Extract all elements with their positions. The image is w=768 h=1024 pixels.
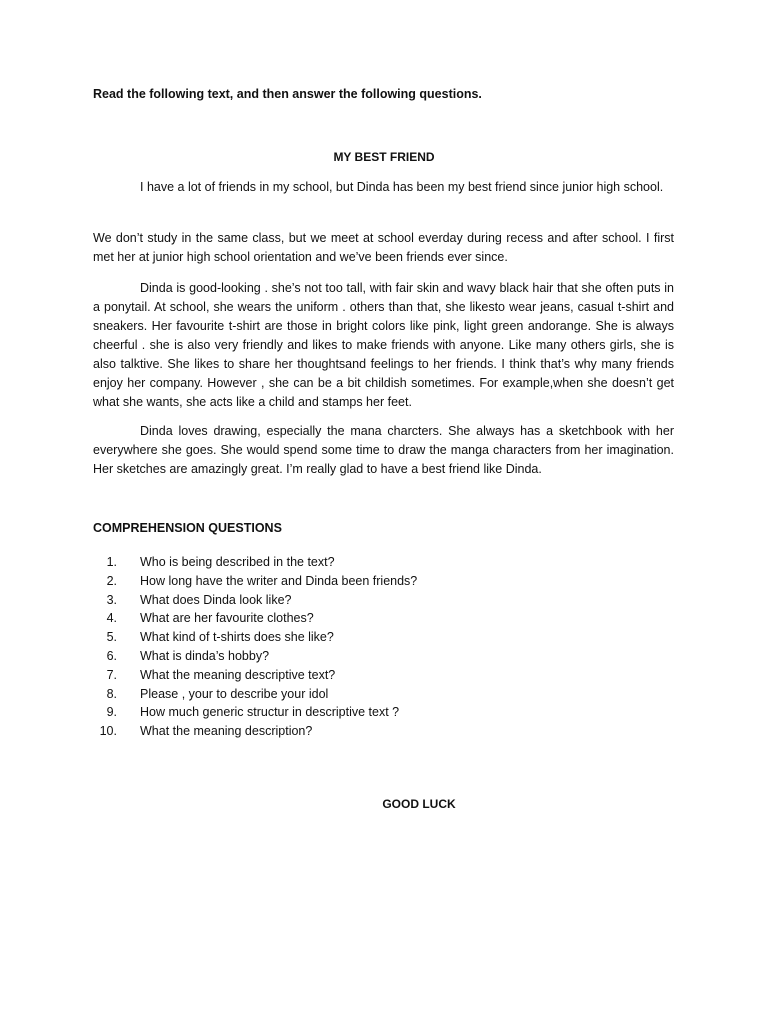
question-item xyxy=(93,647,417,666)
question-number: 8. xyxy=(106,686,117,701)
question-number: 5. xyxy=(106,630,117,645)
question-item xyxy=(93,628,417,647)
question-number: 3. xyxy=(106,592,117,607)
question-item xyxy=(93,666,417,685)
passage-title: MY BEST FRIEND xyxy=(333,150,435,164)
paragraph-3: Dinda is good-looking . she’s not too tall, with fair skin and wavy black hair that she often puts in a ponytail. At school, she wears the uniform . others than that, she likesto wear jeans, casual t-shirt and sneakers. Her favourite t-shirt are those in bright colors like pink, light green andorange. She is always cheerful . she is also very friendly and likes to make friends with anyone. Like many others girls, she is also talktive. She likes to share her thoughtsand feelings to her friends. I think that’s why many friends enjoy her company. However , she can be a bit childish sometimes. For example,when she doesn’t get what she wants, she acts like a child and stamps her feet. xyxy=(93,281,674,409)
question-item xyxy=(93,572,417,591)
question-number: 6. xyxy=(106,648,117,663)
instruction-text: Read the following text, and then answer the following questions. xyxy=(93,87,482,101)
question-text: What the meaning descriptive text? xyxy=(140,667,336,682)
question-item xyxy=(93,722,417,741)
question-text: What the meaning description? xyxy=(140,724,313,739)
closing-text: GOOD LUCK xyxy=(382,797,456,811)
question-text: What does Dinda look like? xyxy=(140,592,292,607)
comprehension-heading: COMPREHENSION QUESTIONS xyxy=(93,521,282,535)
question-number: 1. xyxy=(106,555,117,569)
question-item xyxy=(93,703,417,722)
question-list xyxy=(93,553,417,741)
question-item xyxy=(93,553,417,572)
question-text: What are her favourite clothes? xyxy=(140,611,314,626)
question-number: 9. xyxy=(106,705,117,720)
question-number: 7. xyxy=(106,667,117,682)
question-item xyxy=(93,609,417,628)
question-number: 10. xyxy=(99,724,117,739)
question-text: Please , your to describe your idol xyxy=(140,686,329,701)
paragraph-2: We don’t study in the same class, but we meet at school everday during recess and after school. I first met her at junior high school orientation and we’ve been friends ever since. xyxy=(93,231,674,264)
question-number: 4. xyxy=(106,611,117,626)
question-number: 2. xyxy=(106,573,117,588)
question-text: How much generic structur in descriptive text ? xyxy=(140,705,400,720)
question-item xyxy=(93,591,417,610)
paragraph-1: I have a lot of friends in my school, but Dinda has been my best friend since junior high school. xyxy=(140,180,664,194)
question-text: What kind of t-shirts does she like? xyxy=(140,630,334,645)
question-text: What is dinda’s hobby? xyxy=(140,648,270,663)
question-text: How long have the writer and Dinda been friends? xyxy=(140,573,418,588)
paragraph-4: Dinda loves drawing, especially the mana charcters. She always has a sketchbook with her everywhere she goes. She would spend some time to draw the manga characters from her imagination. Her sketches are amazingly great. I’m really glad to have a best friend like Dinda. xyxy=(93,424,674,476)
question-text: Who is being described in the text? xyxy=(140,555,335,569)
question-item xyxy=(93,685,417,704)
